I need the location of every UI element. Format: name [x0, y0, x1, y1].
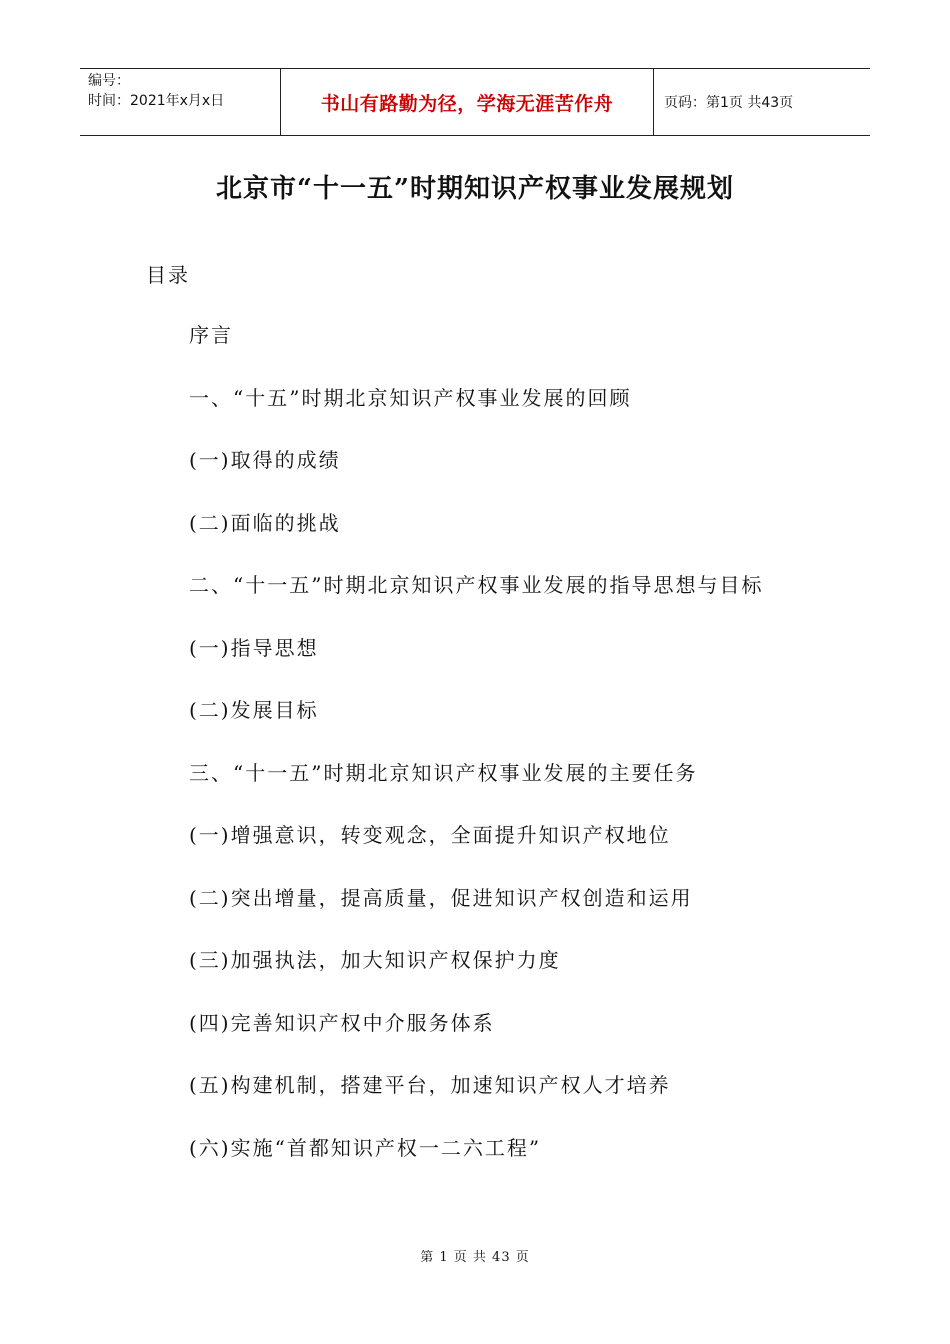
- toc-item: (二)面临的挑战: [189, 510, 341, 535]
- toc-item: 三、“十一五”时期北京知识产权事业发展的主要任务: [189, 760, 698, 785]
- toc-item: (五)构建机制，搭建平台，加速知识产权人才培养: [189, 1073, 671, 1097]
- header-meta: [80, 69, 281, 135]
- toc-item: (二)发展目标: [189, 698, 319, 722]
- header-page-info: 页码：第1页 共43页: [664, 95, 794, 111]
- page-footer: 第 1 页 共 43 页: [420, 1250, 530, 1265]
- toc-item: 序言: [189, 323, 233, 347]
- toc-item: (一)取得的成绩: [189, 448, 341, 472]
- time-label: 时间：2021年x月x日: [88, 93, 225, 109]
- toc-item: (四)完善知识产权中介服务体系: [189, 1010, 495, 1035]
- toc-item: (一)指导思想: [189, 635, 319, 660]
- toc-item: (三)加强执法，加大知识产权保护力度: [189, 948, 561, 972]
- toc-item: (六)实施“首都知识产权一二六工程”: [189, 1135, 542, 1160]
- page-header: [80, 68, 870, 136]
- toc-list: [189, 320, 763, 1195]
- header-motto: 书山有路勤为径，学海无涯苦作舟: [281, 69, 654, 135]
- toc-heading: 目录: [146, 263, 190, 287]
- toc-item: 一、“十五”时期北京知识产权事业发展的回顾: [189, 385, 632, 410]
- document-title: 北京市“十一五”时期知识产权事业发展规划: [216, 174, 734, 204]
- toc-item: 二、“十一五”时期北京知识产权事业发展的指导思想与目标: [189, 573, 764, 597]
- number-label: 编号：: [88, 73, 130, 89]
- toc-item: (一)增强意识，转变观念，全面提升知识产权地位: [189, 823, 671, 847]
- toc-item: (二)突出增量，提高质量，促进知识产权创造和运用: [189, 885, 693, 910]
